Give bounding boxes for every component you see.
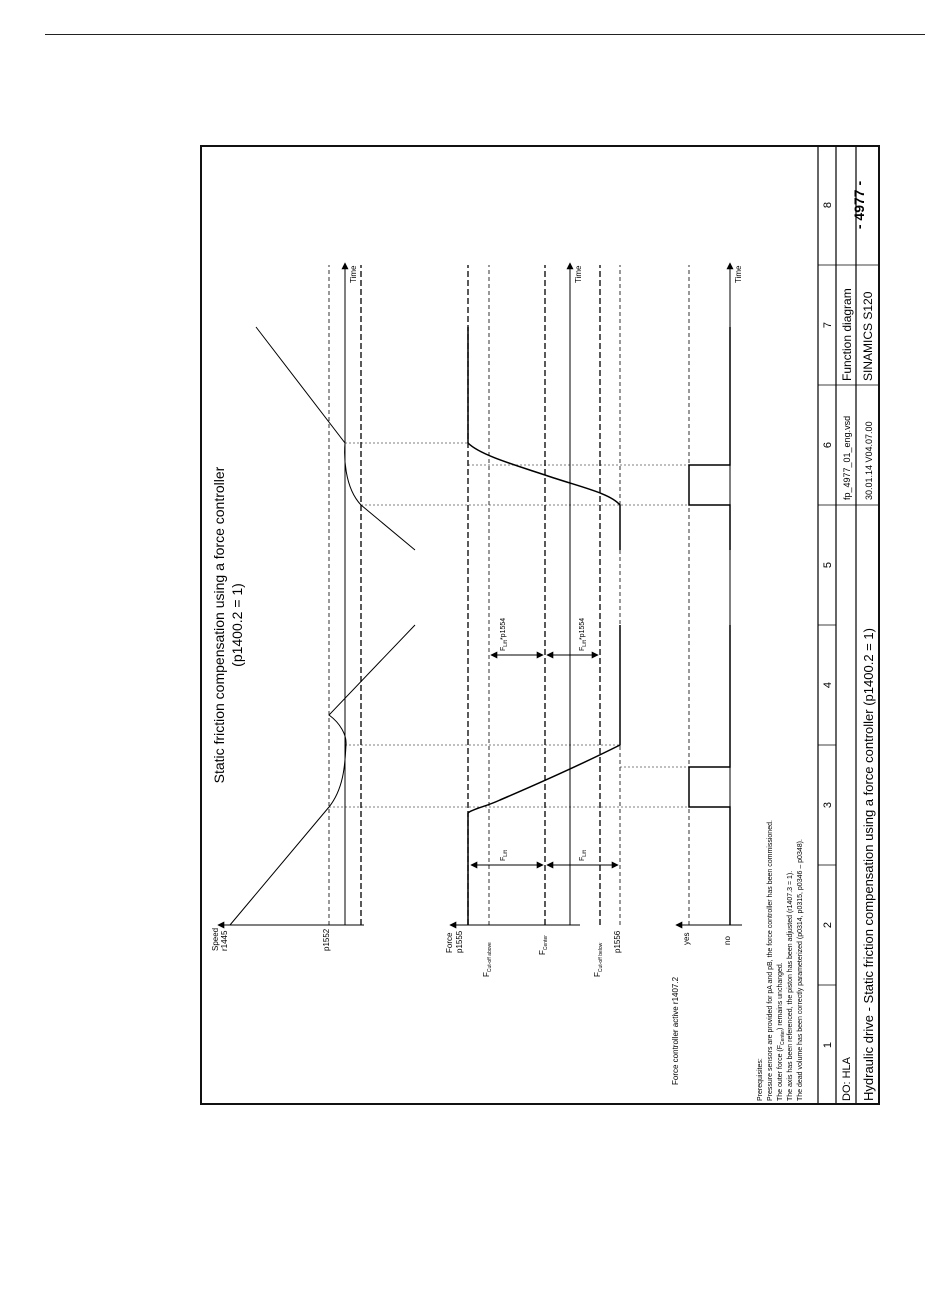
flift-label-lower: $F_{Lift}$ <box>579 850 588 861</box>
flift-factor-label-lower: $F_{Lift}*p1554$ <box>579 617 588 651</box>
column-number: 6 <box>822 441 834 449</box>
product-name: SINAMICS S120 <box>861 291 875 381</box>
speed-axis-label: Speed <box>211 927 220 951</box>
force-time-label: Time <box>574 265 583 283</box>
column-number: 1 <box>822 1041 834 1049</box>
flift-factor-label-upper: $F_{Lift}*p1554$ <box>500 617 509 651</box>
force-axis-label: Force <box>445 932 454 953</box>
prerequisites-line3: The axis has been referenced, the piston has been adjusted (r1407.3 = 1). <box>787 870 794 1101</box>
diagram-frame <box>200 145 880 1105</box>
controller-axis-label: Force controller active r1407.2 <box>671 976 680 1085</box>
page-top-rule <box>45 34 925 35</box>
p1556-label: p1556 <box>613 930 622 953</box>
prerequisites-line1: Pressure sensors are provided for pA and pB, the force controller has been commissioned. <box>767 820 774 1101</box>
controller-no-label: no <box>723 936 732 945</box>
column-number: 7 <box>822 321 834 329</box>
column-number: 8 <box>822 201 834 209</box>
center-label: $F_{Center}$ <box>538 935 549 955</box>
speed-time-label: Time <box>349 265 358 283</box>
column-number: 2 <box>822 921 834 929</box>
prerequisites-line2: The outer force $(F_{Center})$ remains unchanged. <box>777 962 786 1101</box>
diagram-type: Function diagram <box>840 288 854 381</box>
column-number: 3 <box>822 801 834 809</box>
cutoff-below-label: $F_{Cut-off below}$ <box>593 942 604 977</box>
date-version: 30.01.14 V04.07.00 <box>864 421 874 500</box>
controller-yes-label: yes <box>682 932 691 945</box>
force-axis-param: p1555 <box>455 930 464 953</box>
prerequisites-heading: Prerequisites: <box>757 1058 764 1101</box>
diagram-title-line2: (p1400.2 = 1) <box>229 583 245 667</box>
cutoff-above-label: $F_{Cut-off above}$ <box>482 942 493 977</box>
drive-object-label: DO: HLA <box>841 1056 853 1101</box>
file-name: fp_4977_01_eng.vsd <box>842 415 852 500</box>
diagram-description: Hydraulic drive - Static friction compensation using a force controller (p1400.2 = 1) <box>861 628 876 1101</box>
column-number: 4 <box>822 681 834 689</box>
page-number: - 4977 - <box>851 180 867 230</box>
p1552-label: p1552 <box>322 928 331 951</box>
prerequisites-line4: The dead volume has been correctly parameterized (p0314, p0315, p0346 – p0348). <box>797 839 804 1101</box>
column-number: 5 <box>822 561 834 569</box>
controller-time-label: Time <box>734 265 743 283</box>
diagram-title-line1: Static friction compensation using a force controller <box>211 466 227 784</box>
flift-label-upper: $F_{Lift}$ <box>500 850 509 861</box>
speed-axis-param: r1445 <box>220 930 229 951</box>
